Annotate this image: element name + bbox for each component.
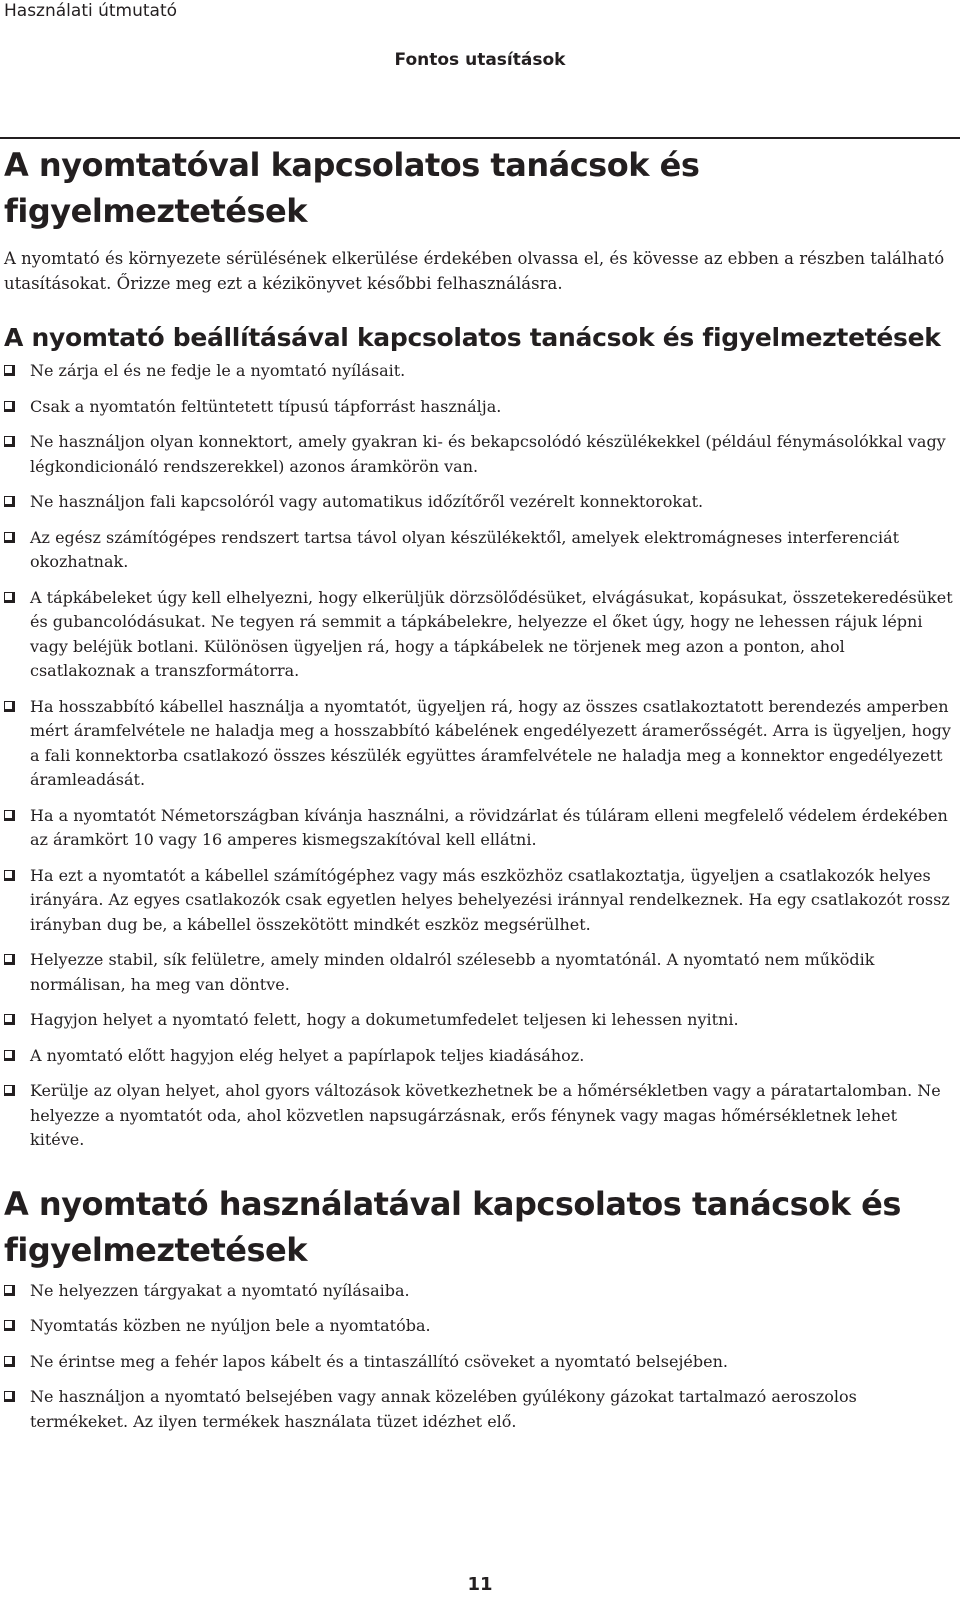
list-item [4,804,954,853]
checkbox-bullet-icon [4,592,15,603]
list-item-text: Nyomtatás közben ne nyúljon bele a nyomtatóba. [30,1316,431,1335]
checkbox-bullet-icon [4,1356,15,1367]
list-item-text: Az egész számítógépes rendszert tartsa távol olyan készülékektől, amelyek elektromágneses interferenciát okozhatnak. [30,527,900,571]
section-title: Fontos utasítások [394,50,566,70]
setup-section-heading: A nyomtató beállításával kapcsolatos tanácsok és figyelmeztetések [4,323,941,352]
list-item [4,430,954,479]
list-item [4,395,954,420]
list-item [4,1350,954,1375]
list-item-text: Ne használjon fali kapcsolóról vagy automatikus időzítőről vezérelt konnektorokat. [30,492,704,511]
usage-section-heading: A nyomtató használatával kapcsolatos tanácsok és figyelmeztetések [4,1184,901,1269]
list-item-text: A tápkábeleket úgy kell elhelyezni, hogy elkerüljük dörzsölődésüket, elvágásukat, kopásukat, összetekeredésüket és gubancolódásukat. Ne tegyen rá semmit a tápkábelekre, helyezze el őket úgy, hogy ne lehessen rájuk lépni vagy beléjük botlani. Különösen ügyeljen rá, hogy a tápkábelek ne törjenek meg azon a ponton, ahol csatlakoznak a transzformátorra. [30,587,953,680]
list-item-text: Kerülje az olyan helyet, ahol gyors változások következhetnek be a hőmérsékletben vagy a páratartalomban. Ne helyezze a nyomtatót oda, ahol közvetlen napsugárzásnak, erős fénynek vagy magas hőmérsékletnek lehet kitéve. [30,1081,941,1149]
checkbox-bullet-icon [4,870,15,881]
list-item-text: Ne érintse meg a fehér lapos kábelt és a tintaszállító csöveket a nyomtató belsejében. [30,1351,728,1371]
list-item-text: A nyomtató előtt hagyjon elég helyet a papírlapok teljes kiadásához. [30,1045,585,1065]
checkbox-bullet-icon [4,954,15,965]
checkbox-bullet-icon [4,436,15,447]
usage-list [4,1279,954,1435]
list-item-text: Ne zárja el és ne fedje le a nyomtató nyílásait. [30,361,406,380]
list-item-text: Hagyjon helyet a nyomtató felett, hogy a dokumetumfedelet teljesen ki lehessen nyitni. [30,1010,739,1029]
intro-paragraph: A nyomtató és környezete sérülésének elkerülése érdekében olvassa el, és kövesse az ebben a részben található utasításokat. Őrizze meg ezt a kézikönyvet későbbi felhasználásra. [4,249,945,293]
list-item-text: Csak a nyomtatón feltüntetett típusú tápforrást használja. [30,396,502,416]
page-number: 11 [467,1574,493,1595]
checkbox-bullet-icon [4,401,15,412]
list-item-text: Ne használjon a nyomtató belsejében vagy annak közelében gyúlékony gázokat tartalmazó aeroszolos termékeket. Az ilyen termékek használata tüzet idézhet elő. [30,1387,857,1431]
list-item [4,1314,954,1339]
list-item-text: Ha ezt a nyomtatót a kábellel számítógéphez vagy más eszközhöz csatlakoztatja, ügyeljen a csatlakozók helyes irányára. Az egyes csatlakozók csak egyetlen helyes behelyezési iránnyal rendelkeznek. Ha egy csatlakozót rossz irányban dug be, a kábellel összekötött mindkét eszköz megsérülhet. [30,865,950,934]
checkbox-bullet-icon [4,810,15,821]
list-item [4,359,954,384]
list-item [4,1279,954,1304]
manual-title: Használati útmutató [4,1,178,21]
checkbox-bullet-icon [4,532,15,543]
list-item [4,1385,954,1434]
page-title: A nyomtatóval kapcsolatos tanácsok és figyelmeztetések [4,146,700,230]
checkbox-bullet-icon [4,1320,15,1331]
list-item-text: Ha hosszabbító kábellel használja a nyomtatót, ügyeljen rá, hogy az összes csatlakoztatott berendezés amperben mért áramfelvétele ne haladja meg a hosszabbító kábelének engedélyezett áramerősségét. Arra is ügyeljen, hogy a fali konnektorba csatlakozó összes készülék együttes áramfelvétele ne haladja meg a konnektor engedélyezett áramleadását. [30,696,951,789]
list-item [4,1044,954,1069]
list-item-text: Ne helyezzen tárgyakat a nyomtató nyílásaiba. [30,1280,410,1300]
checkbox-bullet-icon [4,1050,15,1061]
checkbox-bullet-icon [4,496,15,507]
page-content [4,142,954,1445]
setup-list [4,359,954,1153]
list-item [4,1008,954,1033]
checkbox-bullet-icon [4,1391,15,1402]
list-item [4,695,954,793]
list-item-text: Ne használjon olyan konnektort, amely gyakran ki- és bekapcsolódó készülékekkel (például fénymásolókkal vagy légkondicionáló rendszerekkel) azonos áramkörön van. [30,432,946,476]
list-item [4,948,954,997]
checkbox-bullet-icon [4,365,15,376]
list-item [4,526,954,575]
list-item [4,1079,954,1153]
list-item-text: Ha a nyomtatót Németországban kívánja használni, a rövidzárlat és túláram elleni megfelelő védelem érdekében az áramkört 10 vagy 16 amperes kismegszakítóval kell ellátni. [30,805,948,849]
list-item [4,864,954,938]
checkbox-bullet-icon [4,701,15,712]
checkbox-bullet-icon [4,1285,15,1296]
list-item-text: Helyezze stabil, sík felületre, amely minden oldalról szélesebb a nyomtatónál. A nyomtató nem működik normálisan, ha meg van döntve. [30,950,875,994]
list-item [4,586,954,684]
list-item [4,490,954,515]
checkbox-bullet-icon [4,1014,15,1025]
header-divider [0,137,960,139]
checkbox-bullet-icon [4,1085,15,1096]
